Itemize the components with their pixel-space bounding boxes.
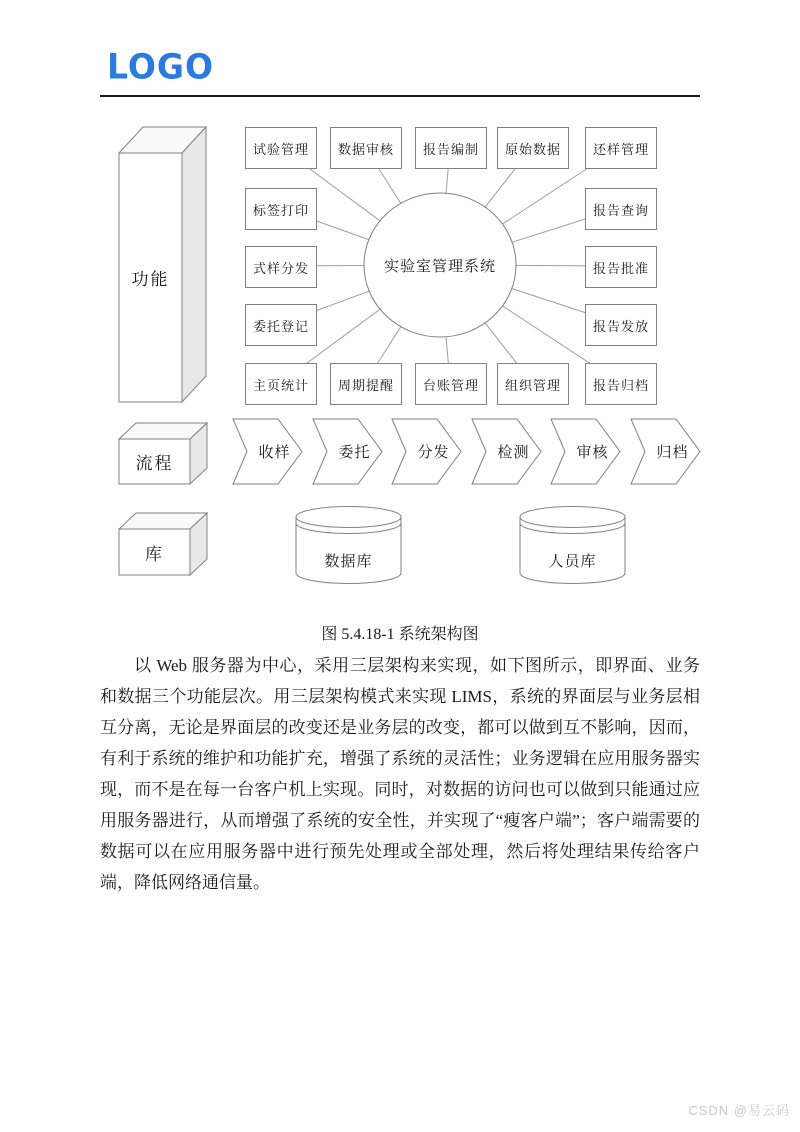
personnel-store-label: 人员库 xyxy=(548,553,597,570)
cuboid-side-face xyxy=(182,127,206,402)
function-box-test-management: 试验管理 xyxy=(245,127,317,169)
function-box-home-stats: 主页统计 xyxy=(245,363,317,405)
body-paragraph: 以 Web 服务器为中心，采用三层架构来实现，如下图所示，即界面、业务和数据三个功能层次。用三层架构模式来实现 LIMS，系统的界面层与业务层相互分离，无论是界面层的改变还是业务层的改变，都可以做到互不影响，因而，有利于系统的维护和功能扩充，增强了系统的灵活性；业务逻辑在应用服务器实现，而不是在每一台客户机上实现。同时，对数据的访问也可以做到只能通过应用服务器进行，从而增强了系统的安全性，并实现了“瘦客户端”；客户端需要的数据可以在应用服务器中进行预先处理或全部处理，然后将处理结果传给客户端，降低网络通信量。 xyxy=(100,656,700,892)
flow-step-archive: 归档 xyxy=(656,445,689,461)
function-box-sample-return: 还样管理 xyxy=(585,127,657,169)
function-box-commission-reg: 委托登记 xyxy=(245,304,317,346)
central-system-label: 实验室管理系统 xyxy=(383,258,496,275)
function-box-raw-data: 原始数据 xyxy=(497,127,569,169)
function-box-report-archive: 报告归档 xyxy=(585,363,657,405)
flow-step-sample-receive: 收样 xyxy=(258,445,291,461)
function-box-report-approve: 报告批准 xyxy=(585,246,657,288)
function-box-data-review: 数据审核 xyxy=(330,127,402,169)
process-flow-chevrons xyxy=(233,419,700,484)
figure-caption: 图 5.4.18-1 系统架构图 xyxy=(321,626,479,643)
function-box-report-query: 报告查询 xyxy=(585,188,657,230)
process-block-label: 流程 xyxy=(135,454,174,473)
csdn-watermark: CSDN @易云码 xyxy=(688,1103,790,1118)
function-box-cycle-reminder: 周期提醒 xyxy=(330,363,402,405)
function-box-label-print: 标签打印 xyxy=(245,188,317,230)
library-block-label: 库 xyxy=(145,544,164,564)
database-store-label: 数据库 xyxy=(324,553,373,570)
flow-step-dispatch: 分发 xyxy=(417,445,450,461)
flow-step-review: 审核 xyxy=(576,445,609,461)
flow-step-inspect: 检测 xyxy=(497,445,530,461)
function-box-report-compile: 报告编制 xyxy=(415,127,487,169)
function-box-report-issue: 报告发放 xyxy=(585,304,657,346)
function-box-org-management: 组织管理 xyxy=(497,363,569,405)
company-logo: LOGO xyxy=(107,46,215,87)
function-block-label: 功能 xyxy=(131,270,170,289)
cylinder-lid xyxy=(520,507,625,528)
function-box-sample-dispatch: 式样分发 xyxy=(245,246,317,288)
function-box-ledger-management: 台账管理 xyxy=(415,363,487,405)
cylinder-lid xyxy=(296,507,401,528)
flow-step-commission: 委托 xyxy=(338,445,371,461)
